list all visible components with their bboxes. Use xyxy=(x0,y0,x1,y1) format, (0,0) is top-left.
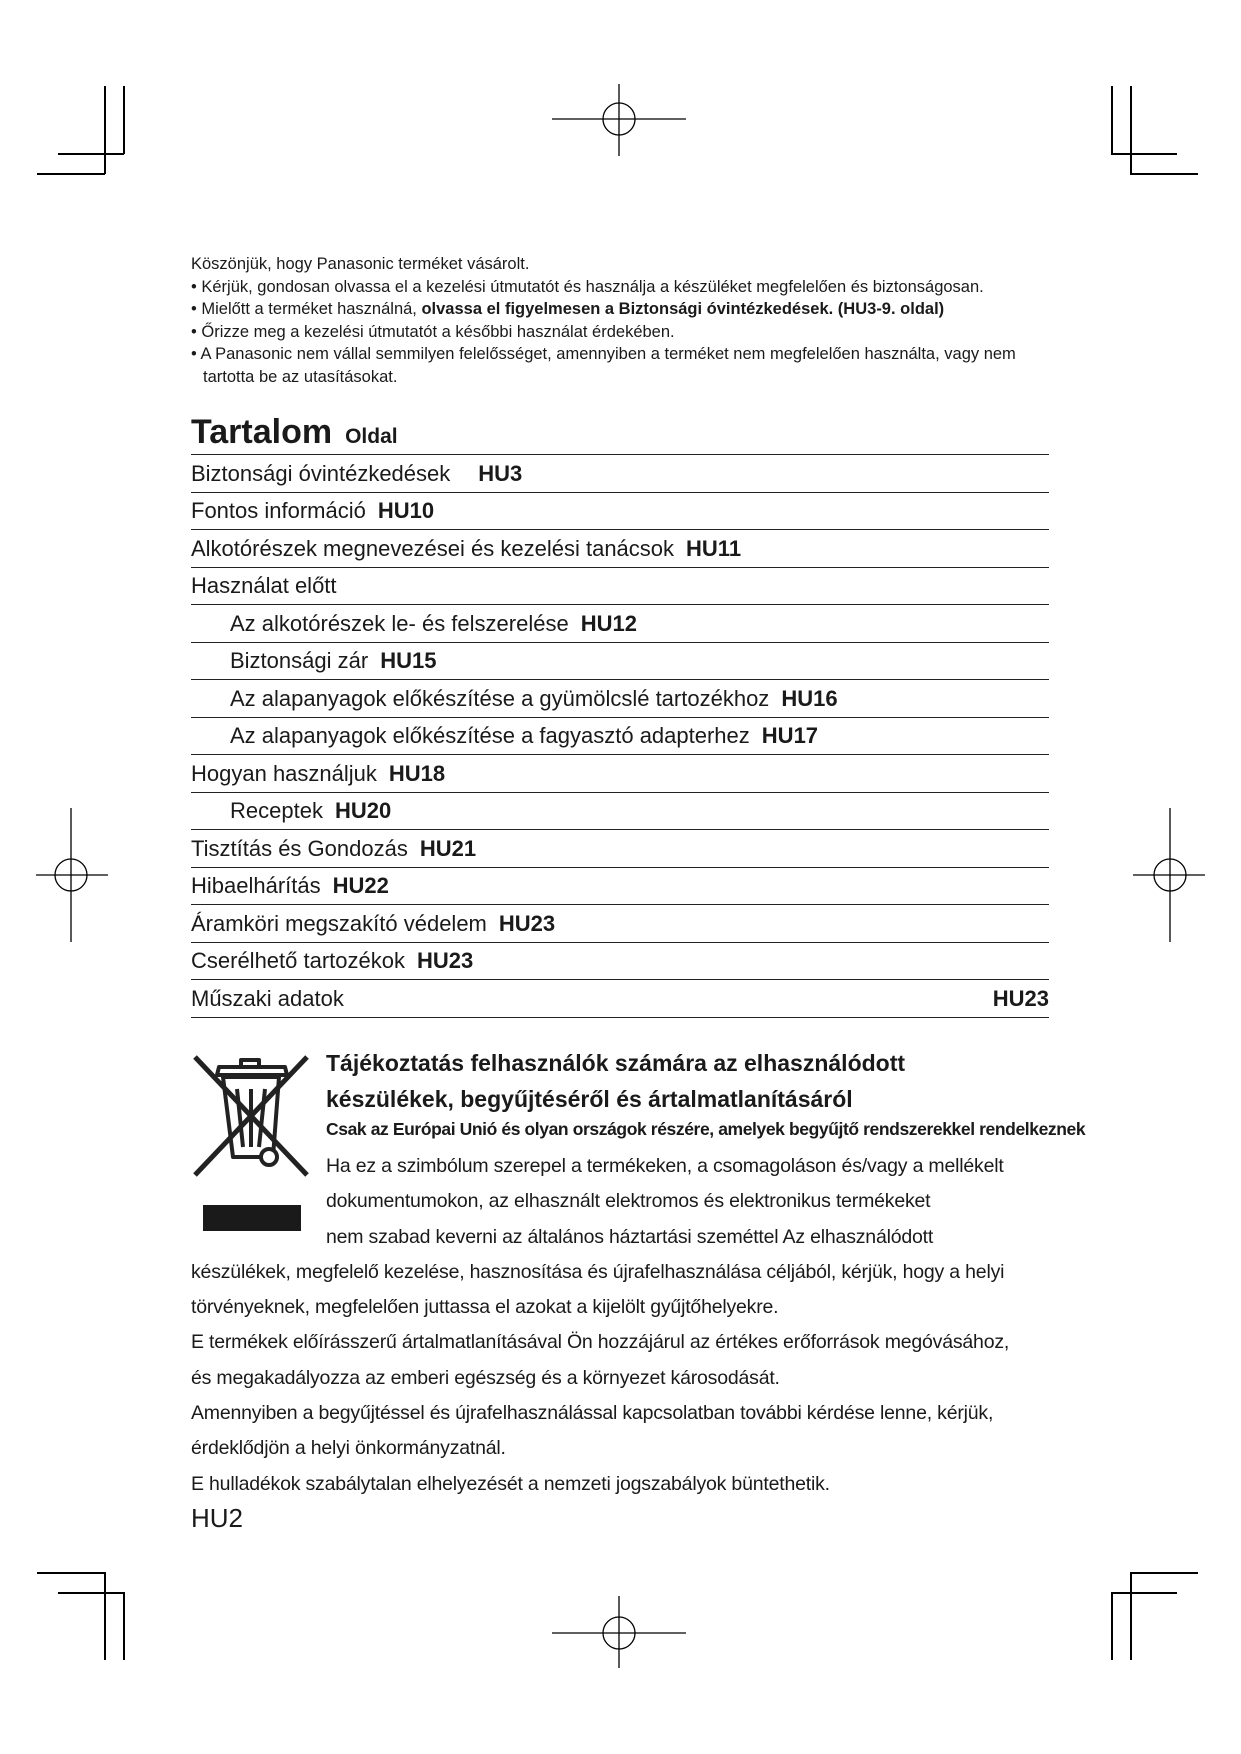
toc-row-page: HU22 xyxy=(332,873,389,898)
toc-row-label: Az alapanyagok előkészítése a gyümölcslé tartozékhoz xyxy=(230,685,770,711)
intro-bullet: • A Panasonic nem vállal semmilyen felelősséget, amennyiben a terméket nem megfelelően használta, vagy nem tartotta be az utasításokat. xyxy=(191,345,1016,386)
toc-row-label: Receptek xyxy=(230,798,323,823)
intro-bullet-prefix: • Mielőtt a terméket használná, xyxy=(191,300,422,318)
toc-row xyxy=(191,679,1049,717)
toc-row-label: Hibaelhárítás xyxy=(191,873,321,898)
weee-text-line: Ha ez a szimbólum szerepel a termékeken, a csomagoláson és/vagy a mellékelt xyxy=(326,1155,1004,1177)
weee-text-line: E termékek előírásszerű ártalmatlanításával Ön hozzájárul az értékes erőforrások megóvásához, xyxy=(191,1331,1010,1354)
page-number: HU2 xyxy=(191,1503,244,1533)
weee-text-line: Amennyiben a begyűjtéssel és újrafelhasználással kapcsolatban további kérdése lenne, kérjük, xyxy=(191,1402,994,1425)
toc-row xyxy=(191,529,1049,567)
toc-row-page: HU23 xyxy=(417,948,474,973)
intro-bullet: • Őrizze meg a kezelési útmutatót a későbbi használat érdekében. xyxy=(191,322,675,341)
toc-row-label: Fontos információ xyxy=(191,498,366,523)
weee-text-line: nem szabad keverni az általános háztartási szeméttel Az elhasználódott xyxy=(326,1225,934,1248)
toc-row xyxy=(191,604,1049,642)
toc-title: Tartalom xyxy=(191,413,333,451)
toc-row-page: HU3 xyxy=(478,460,523,486)
toc-row-label: Biztonsági óvintézkedések xyxy=(191,460,451,486)
toc-row-page: HU23 xyxy=(498,910,556,936)
weee-text-line: törvényeknek, megfelelően juttassa el azokat a kijelölt gyűjtőhelyekre. xyxy=(191,1296,779,1319)
weee-title-line: Tájékoztatás felhasználók számára az elhasználódott xyxy=(326,1050,906,1076)
toc-row-page: HU21 xyxy=(419,835,477,861)
toc-row-page: HU23 xyxy=(992,985,1049,1011)
toc-row-page: HU10 xyxy=(377,498,435,523)
toc-row-label: Biztonsági zár xyxy=(230,648,369,673)
toc-row xyxy=(191,454,1049,492)
weee-title xyxy=(326,1045,1066,1117)
toc-row-label: Áramköri megszakító védelem xyxy=(191,910,487,936)
weee-text-line: és megakadályozza az emberi egészség és a környezet károsodását. xyxy=(191,1366,780,1389)
registration-mark-bottom xyxy=(552,1596,686,1668)
weee-text-line: dokumentumokon, az elhasznált elektromos és elektronikus termékeket xyxy=(326,1190,931,1213)
toc-row xyxy=(191,792,1049,830)
toc-row xyxy=(191,867,1049,905)
toc-row-label: Alkotórészek megnevezései és kezelési tanácsok xyxy=(191,535,675,561)
toc-row-label: Tisztítás és Gondozás xyxy=(191,835,408,861)
toc-row xyxy=(191,492,1049,530)
intro-bullet xyxy=(191,298,1071,321)
weee-subtitle: Csak az Európai Unió és olyan országok részére, amelyek begyűjtő rendszerekkel rendelkeznek xyxy=(326,1119,1086,1139)
toc-row-page: HU15 xyxy=(380,648,437,673)
toc-row-page: HU12 xyxy=(580,610,637,636)
toc-row-label: Műszaki adatok xyxy=(191,985,344,1011)
weee-body xyxy=(191,1149,1071,1502)
weee-text-line: E hulladékok szabálytalan elhelyezését a nemzeti jogszabályok büntethetik. xyxy=(191,1472,830,1495)
toc-row-page: HU16 xyxy=(781,685,838,711)
toc-row-label: Az alapanyagok előkészítése a fagyasztó adapterhez xyxy=(230,723,750,748)
toc-page-label: Oldal xyxy=(345,425,398,448)
registration-mark-top xyxy=(552,84,686,156)
registration-mark-left xyxy=(36,808,108,942)
toc-row xyxy=(191,979,1049,1018)
intro-thanks: Köszönjük, hogy Panasonic terméket vásárolt. xyxy=(191,255,530,273)
weee-text-line: készülékek, megfelelő kezelése, hasznosítása és újrafelhasználása céljából, kérjük, hogy a helyi xyxy=(191,1260,1005,1283)
toc-row-page: HU18 xyxy=(388,760,446,786)
toc-row-page: HU11 xyxy=(686,535,742,561)
toc-row xyxy=(191,754,1049,792)
intro-bullet-bold: olvassa el figyelmesen a Biztonsági óvintézkedések. (HU3-9. oldal) xyxy=(421,300,945,318)
weee-title-line: készülékek, begyűjtéséről és ártalmatlanításáról xyxy=(326,1086,853,1112)
weee-text-line: érdeklődjön a helyi önkormányzatnál. xyxy=(191,1437,506,1460)
toc-row-label: Az alkotórészek le- és felszerelése xyxy=(230,610,569,636)
toc-row xyxy=(191,829,1049,867)
toc-header xyxy=(191,410,1049,454)
toc-row xyxy=(191,942,1049,980)
table-of-contents xyxy=(191,410,1049,1018)
toc-row xyxy=(191,642,1049,680)
toc-row-page: HU17 xyxy=(761,723,819,748)
toc-row-page: HU20 xyxy=(334,798,392,823)
intro-section xyxy=(191,253,1071,388)
toc-row xyxy=(191,717,1049,755)
intro-bullet: • Kérjük, gondosan olvassa el a kezelési útmutatót és használja a készüléket megfelelően és biztonságosan. xyxy=(191,277,984,296)
toc-row-label: Cserélhető tartozékok xyxy=(191,948,405,973)
registration-mark-right xyxy=(1133,808,1205,942)
toc-row xyxy=(191,567,1049,605)
toc-row-label: Használat előtt xyxy=(191,573,337,598)
toc-row xyxy=(191,904,1049,942)
toc-row-label: Hogyan használjuk xyxy=(191,760,377,786)
